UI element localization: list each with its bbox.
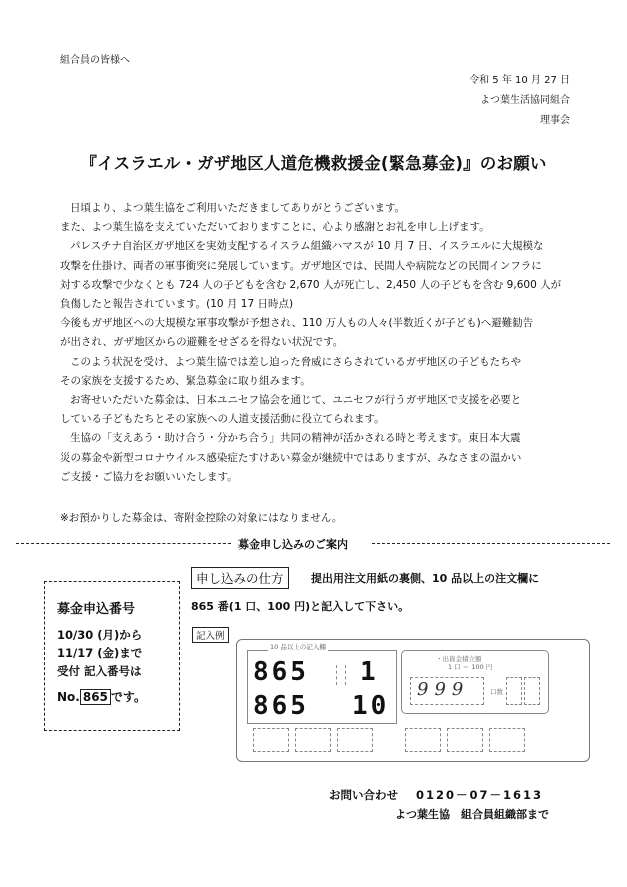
empty-cell: [337, 728, 373, 752]
addressee: 組合員の皆様へ: [60, 55, 130, 66]
donation-number-box: [44, 581, 180, 731]
empty-cell: [447, 728, 483, 752]
empty-cell: [489, 728, 525, 752]
section-divider-right: [372, 543, 610, 544]
units-cell: [506, 677, 522, 705]
body-line: パレスチナ自治区ガザ地区を実効支配するイスラム組織ハマスが 10 月 7 日、イスラエルに大規模な: [70, 240, 544, 253]
contact-dept: よつ葉生協 組合員組織部まで: [395, 808, 549, 821]
example-order-form: [236, 639, 590, 762]
howto-label: 申し込みの仕方: [191, 567, 289, 589]
contact-phone: 0120－07－1613: [416, 788, 544, 802]
tax-note: ※お預かりした募金は、寄附金控除の対象にはなりません。: [60, 512, 343, 524]
section-label: 募金申し込みのご案内: [238, 538, 348, 551]
section-divider-left: [16, 543, 231, 544]
issue-date: 令和 5 年 10 月 27 日: [469, 75, 570, 86]
body-line: 負傷したと報告されています。(10 月 17 日時点): [60, 298, 294, 311]
entry-number-label: 受付 記入番号は: [57, 664, 142, 678]
entry-number-suffix: です。: [110, 690, 146, 704]
body-line: ご支援・ご協力をお願いいたします。: [60, 470, 238, 483]
investment-caption: ・出資金積立額: [436, 655, 482, 663]
period-start: 10/30 (月)から: [57, 628, 143, 642]
body-line: その家族を支援するため、緊急募金に取り組みます。: [60, 374, 311, 387]
body-line: 対する攻撃で少なくとも 724 人の子どもを含む 2,670 人が死亡し、2,450 人の子どもを含む 9,600 人が: [60, 278, 562, 291]
body-line: 攻撃を仕掛け、両者の軍事衝突に発展しています。ガザ地区では、民間人や病院などの民間インフラに: [60, 259, 542, 272]
units-label: 口数: [490, 688, 503, 696]
investment-input: [410, 677, 484, 705]
contact-label: お問い合わせ: [329, 788, 398, 802]
organization-name: よつ葉生活協同組合: [480, 95, 570, 106]
ten-item-field: [247, 643, 397, 724]
body-line: 災の募金や新型コロナウイルス感染症たすけあい募金が継続中ではありますが、みなさまの温かい: [60, 451, 522, 464]
page-title: 『イスラエル・ガザ地区人道危機救援金(緊急募金)』のお願い: [80, 154, 547, 173]
row2-code: 865: [253, 691, 309, 721]
units-cell: [524, 677, 540, 705]
row1-separator: [336, 665, 346, 685]
entry-number: [57, 688, 146, 705]
ten-item-caption: 10 品以上の記入欄: [270, 643, 326, 651]
contact-line: [329, 787, 543, 803]
body-line: 今後もガザ地区への大規模な軍事攻撃が予想され、110 万人もの人々(半数近くが子ども)へ避難勧告: [60, 317, 534, 330]
howto-line1: 提出用注文用紙の裏側、10 品以上の注文欄に: [311, 572, 540, 585]
body-line: また、よつ葉生協を支えていただいておりますことに、心より感謝とお礼を申し上げます。: [60, 221, 490, 234]
body-line: している子どもたちとその家族への人道支援活動に役立てられます。: [60, 413, 385, 426]
period-end: 11/17 (金)まで: [57, 646, 143, 660]
empty-cell: [253, 728, 289, 752]
example-label: 記入例: [192, 627, 229, 643]
empty-cell: [295, 728, 331, 752]
investment-value: 999: [417, 679, 470, 700]
row1-qty: 1: [360, 657, 379, 687]
howto-line2: 865 番(1 口、100 円)と記入して下さい。: [191, 600, 410, 613]
investment-field: [401, 650, 549, 714]
body-line: このよう状況を受け、よつ葉生協では差し迫った脅威にさらされているガザ地区の子どもたちや: [70, 355, 522, 368]
row1-code: 865: [253, 657, 309, 687]
body-text: [60, 199, 580, 487]
body-line: が出され、ガザ地区からの避難をせざるを得ない状況です。: [60, 336, 344, 349]
body-line: 生協の「支えあう・助け合う・分かち合う」共同の精神が活かされる時と考えます。東日本大震: [70, 432, 521, 445]
body-line: 日頃より、よつ葉生協をご利用いただきましてありがとうございます。: [70, 202, 406, 214]
body-line: お寄せいただいた募金は、日本ユニセフ協会を通じて、ユニセフが行うガザ地区で支援を必要と: [70, 394, 522, 407]
board-name: 理事会: [540, 115, 570, 126]
donation-number-heading: 募金申込番号: [57, 602, 136, 617]
empty-cell: [405, 728, 441, 752]
investment-sub: 1 口 ＝ 100 円: [448, 663, 493, 671]
entry-number-value: 865: [80, 689, 111, 705]
row2-qty: 10: [352, 691, 390, 721]
entry-number-prefix: No.: [57, 690, 80, 704]
